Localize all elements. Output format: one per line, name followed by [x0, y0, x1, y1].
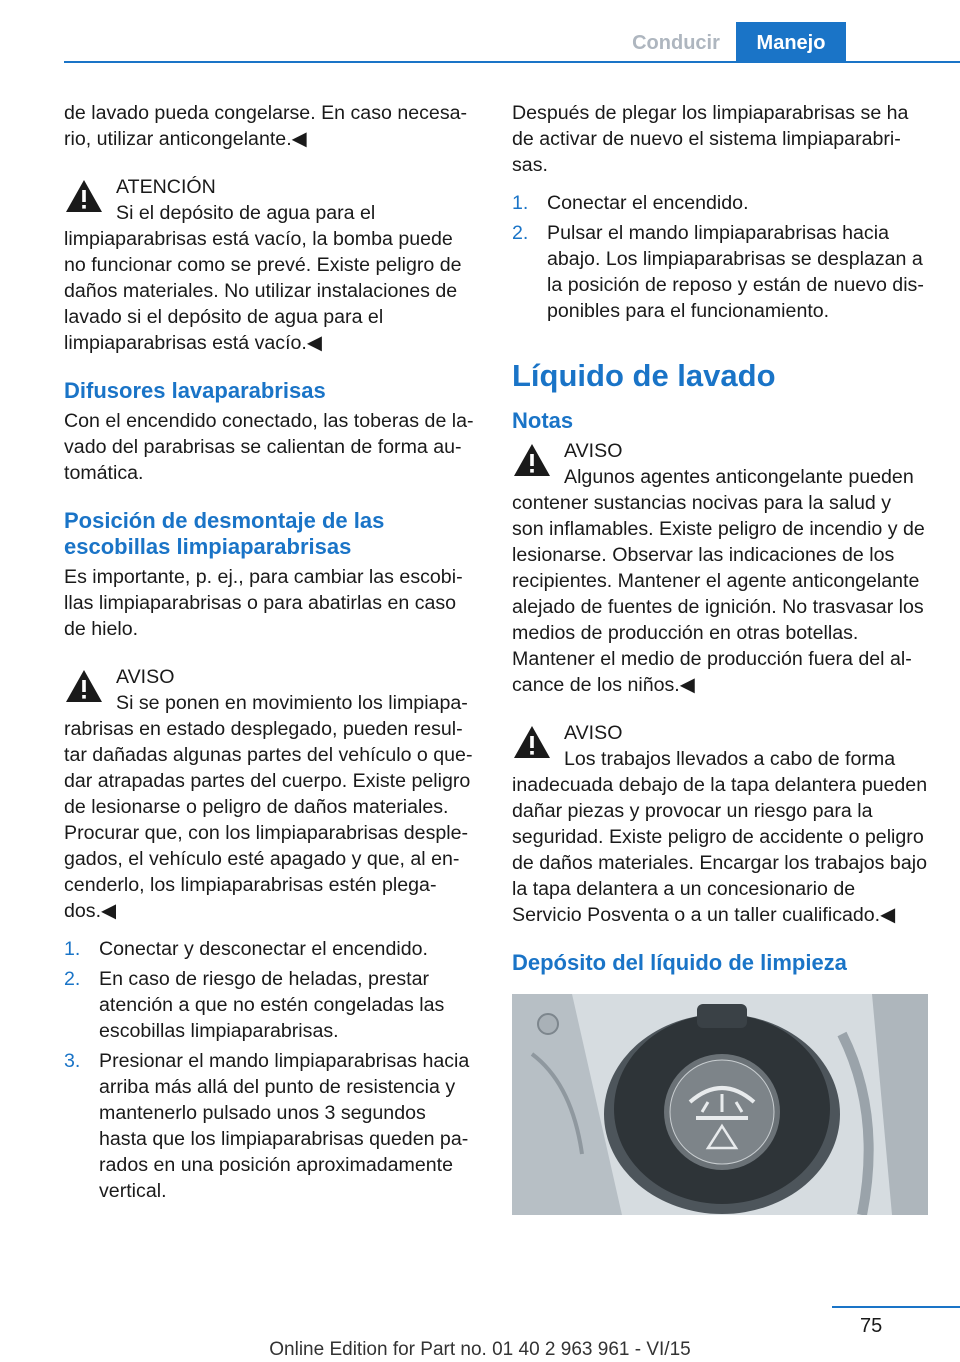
footer-rule	[832, 1306, 960, 1308]
step-text: Conectar el encendido.	[547, 192, 749, 214]
intro-text: Después de plegar los limpiaparabrisas se ha de activar de nuevo el sistema limpiaparabrisas.	[512, 102, 909, 176]
step-text: En caso de riesgo de heladas, prestar atención a que no estén congeladas las escobillas limpiaparabrisas.	[99, 968, 445, 1042]
warning-block	[64, 174, 476, 356]
step-number: 1.	[512, 192, 529, 214]
list-item	[64, 936, 476, 962]
warning-title: AVISO	[116, 666, 175, 688]
warning-block	[64, 664, 476, 924]
warning-body: Los trabajos llevados a cabo de forma inadecuada debajo de la tapa delantera pueden dañar piezas y provocar un riesgo para la seguridad. Existe peligro de accidente o peligro de daños materiales. Encargar los trabajos bajo la tapa delantera a un concesionario de Servicio Posventa o a un taller cualificado.◀	[512, 748, 928, 926]
section-heading: Depósito del líquido de limpieza	[512, 950, 847, 975]
step-number: 1.	[64, 938, 81, 960]
warning-body: Si el depósito de agua para el limpiaparabrisas está vacío, la bomba puede no funcionar como se prevé. Existe peligro de daños materiales. No utilizar instalaciones de lavado si el depósito de agua para el limpiaparabrisas está vacío.◀	[64, 202, 462, 354]
section-heading: Posición de desmontaje de las escobillas limpiaparabrisas	[64, 508, 385, 559]
warning-triangle-icon	[64, 668, 104, 704]
section-heading: Difusores lavaparabrisas	[64, 378, 326, 403]
chapter-heading: Líquido de lavado	[512, 358, 776, 393]
step-number: 2.	[512, 222, 529, 244]
header-rule	[64, 61, 960, 63]
page-number: 75	[860, 1315, 883, 1337]
step-number: 2.	[64, 968, 81, 990]
edition-text: Online Edition for Part no. 01 40 2 963 961 - VI/15	[269, 1339, 691, 1360]
tab-manejo[interactable]: Manejo	[736, 22, 846, 62]
steps-list	[512, 190, 928, 324]
warning-title: AVISO	[564, 440, 623, 462]
step-text: Pulsar el mando limpiaparabrisas hacia abajo. Los limpiaparabrisas se desplazan a la posición de reposo y están de nuevo disponibles para el funcionamiento.	[547, 222, 924, 322]
warning-block	[512, 720, 928, 928]
steps-list	[64, 936, 476, 1204]
tab-conducir[interactable]: Conducir	[632, 32, 720, 54]
step-number: 3.	[64, 1050, 81, 1072]
footer-edition	[0, 1339, 960, 1361]
step-text: Presionar el mando limpiaparabrisas hacia arriba más allá del punto de resistencia y mantenerlo pulsado unos 3 segundos hasta que los limpiaparabrisas queden parados en una posición aproximadamente vertical.	[99, 1050, 470, 1202]
list-item	[512, 220, 928, 324]
step-text: Conectar y desconectar el encendido.	[99, 938, 428, 960]
warning-triangle-icon	[512, 724, 552, 760]
washer-fluid-reservoir-photo	[512, 994, 928, 1215]
list-item	[512, 190, 928, 216]
intro-text: de lavado pueda congelarse. En caso necesario, utilizar anticongelante.◀	[64, 102, 468, 150]
list-item	[64, 1048, 476, 1204]
warning-title: ATENCIÓN	[116, 176, 216, 198]
warning-triangle-icon	[64, 178, 104, 214]
left-column	[64, 100, 476, 1208]
right-column	[512, 100, 928, 1222]
warning-title: AVISO	[564, 722, 623, 744]
warning-block	[512, 438, 928, 698]
section-heading: Notas	[512, 408, 574, 433]
warning-body: Si se ponen en movimiento los limpiaparabrisas en estado desplegado, pueden resultar dañadas algunas partes del vehículo o quedar atrapadas partes del cuerpo. Existe peligro de lesionarse o peligro de daños materiales. Procurar que, con los limpiaparabrisas desplegados, el vehículo esté apagado y que, al encenderlo, los limpiaparabrisas estén plegados.◀	[64, 692, 473, 922]
section-text: Con el encendido conectado, las toberas de lavado del parabrisas se calientan de forma automática.	[64, 410, 474, 484]
warning-triangle-icon	[512, 442, 552, 478]
warning-body: Algunos agentes anticongelante pueden contener sustancias nocivas para la salud y son inflamables. Existe peligro de incendio y de lesionarse. Observar las indicaciones de los recipientes. Mantener el agente anticongelante alejado de fuentes de ignición. No trasvasar los medios de producción en otras botellas. Mantener el medio de producción fuera del alcance de los niños.◀	[512, 466, 925, 696]
section-text: Es importante, p. ej., para cambiar las escobillas limpiaparabrisas o para abatirlas en caso de hielo.	[64, 566, 463, 640]
list-item	[64, 966, 476, 1044]
